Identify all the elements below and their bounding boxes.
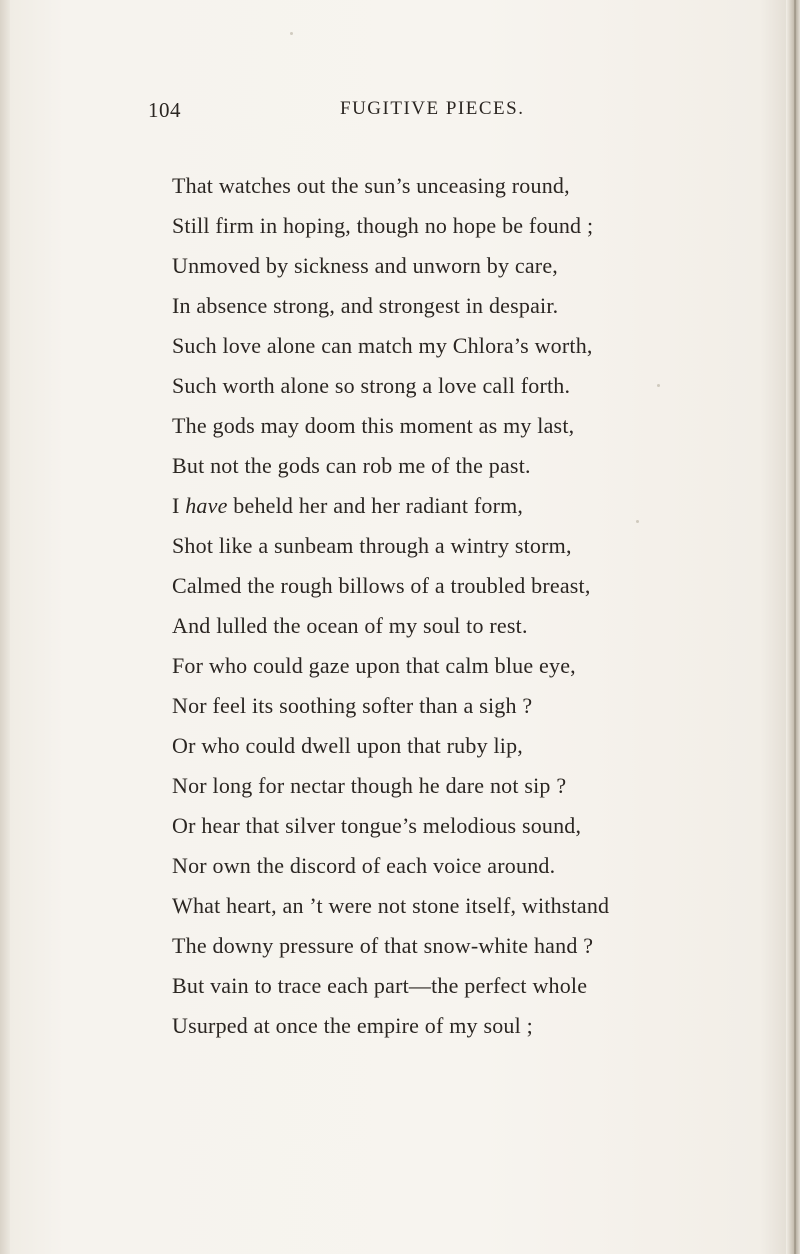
binding-shadow [794,0,796,1254]
poem-line: The gods may doom this moment as my last, [172,413,575,438]
poem-line [172,486,732,526]
poem-line: Such worth alone so strong a love call forth. [172,373,571,398]
paper-speck [290,32,293,35]
poem-line: For who could gaze upon that calm blue eye, [172,653,576,678]
poem-line: Such love alone can match my Chlora’s worth, [172,333,593,358]
page-right-edge [786,0,800,1254]
poem-line: And lulled the ocean of my soul to rest. [172,613,528,638]
poem-line: Or who could dwell upon that ruby lip, [172,733,523,758]
poem-line: But vain to trace each part—the perfect whole [172,973,588,998]
poem-line: Still firm in hoping, though no hope be found ; [172,213,594,238]
poem-line: Calmed the rough billows of a troubled breast, [172,573,591,598]
poem-body [172,166,732,1046]
poem-line: What heart, an ’t were not stone itself, withstand [172,893,610,918]
poem-line: The downy pressure of that snow-white hand ? [172,933,594,958]
poem-line-suffix: beheld her and her radiant form, [227,493,524,518]
poem-line: Nor feel its soothing softer than a sigh ? [172,693,533,718]
poem-line: But not the gods can rob me of the past. [172,453,531,478]
poem-line: In absence strong, and strongest in despair. [172,293,559,318]
poem-line: Nor own the discord of each voice around. [172,853,556,878]
poem-line: Shot like a sunbeam through a wintry storm, [172,533,572,558]
poem-line: Unmoved by sickness and unworn by care, [172,253,558,278]
poem-line-emphasis: have [185,493,228,518]
page-header [0,98,800,130]
poem-line: That watches out the sun’s unceasing round, [172,173,570,198]
page-left-edge [0,0,10,1254]
running-title: FUGITIVE PIECES. [340,98,525,119]
page-number: 104 [148,98,181,122]
poem-line: Nor long for nectar though he dare not sip ? [172,773,567,798]
poem-line: Usurped at once the empire of my soul ; [172,1013,533,1038]
poem-line-prefix: I [172,493,186,518]
poem-line: Or hear that silver tongue’s melodious sound, [172,813,582,838]
